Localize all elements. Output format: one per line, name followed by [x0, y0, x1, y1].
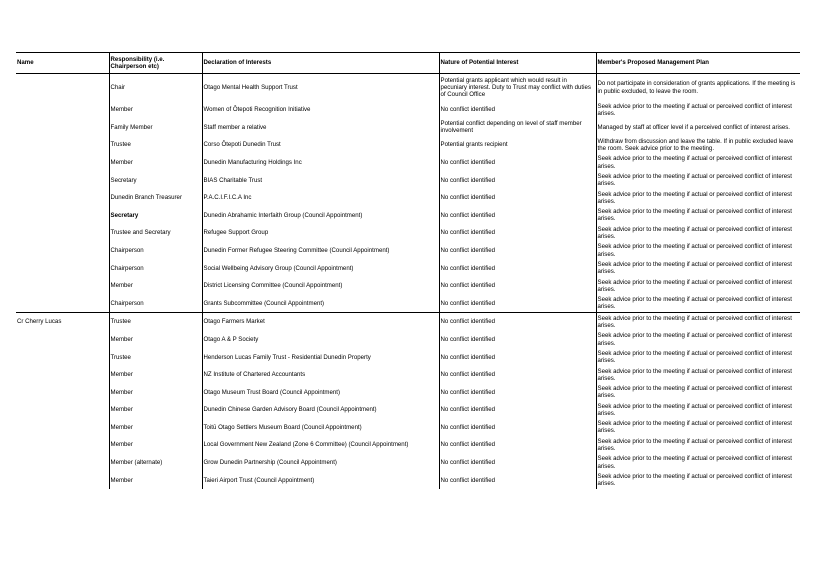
cell-responsibility: Member: [109, 436, 202, 454]
cell-declaration: Otago A & P Society: [202, 331, 439, 349]
cell-name: [16, 366, 109, 384]
cell-responsibility: Trustee: [109, 313, 202, 331]
cell-responsibility: Member: [109, 277, 202, 295]
cell-declaration: Dunedin Chinese Garden Advisory Board (Council Appointment): [202, 401, 439, 419]
interests-register: [16, 52, 800, 489]
table-row: [16, 242, 800, 260]
table-row: [16, 207, 800, 225]
cell-name: [16, 348, 109, 366]
cell-management-plan: Seek advice prior to the meeting if actual or perceived conflict of interest arises.: [596, 189, 800, 207]
header-name: Name: [16, 53, 109, 74]
cell-name: [16, 242, 109, 260]
table-row: [16, 189, 800, 207]
table-row: [16, 224, 800, 242]
table-row: [16, 436, 800, 454]
header-management-plan: Member's Proposed Management Plan: [596, 53, 800, 74]
cell-management-plan: Seek advice prior to the meeting if actual or perceived conflict of interest arises.: [596, 101, 800, 119]
cell-name: [16, 384, 109, 402]
cell-name: [16, 295, 109, 313]
cell-management-plan: Seek advice prior to the meeting if actual or perceived conflict of interest arises.: [596, 154, 800, 172]
cell-declaration: Dunedin Abrahamic Interfaith Group (Council Appointment): [202, 207, 439, 225]
interests-table: [16, 52, 800, 489]
cell-declaration: Otago Museum Trust Board (Council Appointment): [202, 384, 439, 402]
cell-declaration: District Licensing Committee (Council Appointment): [202, 277, 439, 295]
cell-declaration: Women of Ōtepoti Recognition Initiative: [202, 101, 439, 119]
cell-name: [16, 419, 109, 437]
cell-name: [16, 471, 109, 489]
cell-nature: No conflict identified: [439, 384, 596, 402]
cell-responsibility: Chair: [109, 74, 202, 102]
cell-nature: No conflict identified: [439, 277, 596, 295]
cell-name: [16, 101, 109, 119]
cell-nature: No conflict identified: [439, 295, 596, 313]
cell-declaration: Dunedin Former Refugee Steering Committee (Council Appointment): [202, 242, 439, 260]
cell-name: [16, 74, 109, 102]
header-responsibility: Responsibility (i.e. Chairperson etc): [109, 53, 202, 74]
cell-name: [16, 331, 109, 349]
cell-responsibility: Secretary: [109, 207, 202, 225]
cell-nature: Potential conflict depending on level of staff member involvement: [439, 119, 596, 137]
cell-name: [16, 277, 109, 295]
cell-responsibility: Member: [109, 419, 202, 437]
cell-nature: No conflict identified: [439, 419, 596, 437]
table-row: [16, 101, 800, 119]
cell-management-plan: Seek advice prior to the meeting if actual or perceived conflict of interest arises.: [596, 259, 800, 277]
cell-responsibility: Member: [109, 471, 202, 489]
cell-name: [16, 224, 109, 242]
table-row: [16, 171, 800, 189]
table-row: [16, 331, 800, 349]
cell-management-plan: Seek advice prior to the meeting if actual or perceived conflict of interest arises.: [596, 454, 800, 472]
cell-declaration: Henderson Lucas Family Trust - Residential Dunedin Property: [202, 348, 439, 366]
cell-nature: No conflict identified: [439, 101, 596, 119]
cell-management-plan: Do not participate in consideration of grants applications. If the meeting is in public excluded, to leave the room.: [596, 74, 800, 102]
cell-name: [16, 171, 109, 189]
cell-nature: No conflict identified: [439, 154, 596, 172]
table-row: [16, 384, 800, 402]
cell-responsibility: Member: [109, 401, 202, 419]
cell-responsibility: Trustee: [109, 136, 202, 154]
cell-name: [16, 154, 109, 172]
cell-responsibility: Member: [109, 331, 202, 349]
cell-name: [16, 189, 109, 207]
cell-nature: No conflict identified: [439, 471, 596, 489]
table-row: [16, 277, 800, 295]
cell-declaration: Toitū Otago Settlers Museum Board (Council Appointment): [202, 419, 439, 437]
table-row: [16, 154, 800, 172]
cell-management-plan: Seek advice prior to the meeting if actual or perceived conflict of interest arises.: [596, 348, 800, 366]
cell-name: [16, 454, 109, 472]
cell-declaration: Refugee Support Group: [202, 224, 439, 242]
cell-responsibility: Dunedin Branch Treasurer: [109, 189, 202, 207]
table-row: [16, 295, 800, 313]
cell-management-plan: Seek advice prior to the meeting if actual or perceived conflict of interest arises.: [596, 401, 800, 419]
cell-management-plan: Seek advice prior to the meeting if actual or perceived conflict of interest arises.: [596, 384, 800, 402]
cell-nature: No conflict identified: [439, 348, 596, 366]
cell-management-plan: Seek advice prior to the meeting if actual or perceived conflict of interest arises.: [596, 171, 800, 189]
cell-responsibility: Member: [109, 101, 202, 119]
cell-management-plan: Seek advice prior to the meeting if actual or perceived conflict of interest arises.: [596, 207, 800, 225]
cell-management-plan: Seek advice prior to the meeting if actual or perceived conflict of interest arises.: [596, 331, 800, 349]
cell-responsibility: Secretary: [109, 171, 202, 189]
header-nature: Nature of Potential Interest: [439, 53, 596, 74]
cell-nature: No conflict identified: [439, 454, 596, 472]
cell-responsibility: Member (alternate): [109, 454, 202, 472]
cell-declaration: Grants Subcommittee (Council Appointment): [202, 295, 439, 313]
cell-management-plan: Seek advice prior to the meeting if actual or perceived conflict of interest arises.: [596, 313, 800, 331]
table-row: [16, 348, 800, 366]
table-row: [16, 419, 800, 437]
cell-nature: No conflict identified: [439, 436, 596, 454]
cell-nature: No conflict identified: [439, 224, 596, 242]
cell-responsibility: Trustee and Secretary: [109, 224, 202, 242]
cell-declaration: Staff member a relative: [202, 119, 439, 137]
cell-management-plan: Seek advice prior to the meeting if actual or perceived conflict of interest arises.: [596, 366, 800, 384]
cell-nature: No conflict identified: [439, 207, 596, 225]
cell-name: [16, 136, 109, 154]
table-row: [16, 471, 800, 489]
table-row: [16, 366, 800, 384]
cell-responsibility: Member: [109, 384, 202, 402]
table-row: [16, 119, 800, 137]
cell-nature: No conflict identified: [439, 331, 596, 349]
cell-name: Cr Cherry Lucas: [16, 313, 109, 331]
cell-nature: No conflict identified: [439, 171, 596, 189]
cell-responsibility: Chairperson: [109, 242, 202, 260]
cell-management-plan: Seek advice prior to the meeting if actual or perceived conflict of interest arises.: [596, 277, 800, 295]
cell-management-plan: Managed by staff at officer level if a perceived conflict of interest arises.: [596, 119, 800, 137]
cell-declaration: Grow Dunedin Partnership (Council Appointment): [202, 454, 439, 472]
cell-declaration: Local Government New Zealand (Zone 6 Committee) (Council Appointment): [202, 436, 439, 454]
header-declaration: Declaration of Interests: [202, 53, 439, 74]
table-body: [16, 74, 800, 490]
cell-declaration: Taieri Airport Trust (Council Appointment): [202, 471, 439, 489]
cell-management-plan: Seek advice prior to the meeting if actual or perceived conflict of interest arises.: [596, 224, 800, 242]
header-row: [16, 53, 800, 74]
cell-name: [16, 259, 109, 277]
cell-declaration: Corso Ōtepoti Dunedin Trust: [202, 136, 439, 154]
cell-declaration: NZ Institute of Chartered Accountants: [202, 366, 439, 384]
table-row: [16, 259, 800, 277]
cell-declaration: Dunedin Manufacturing Holdings Inc: [202, 154, 439, 172]
cell-responsibility: Family Member: [109, 119, 202, 137]
table-row: [16, 136, 800, 154]
cell-nature: No conflict identified: [439, 259, 596, 277]
cell-responsibility: Chairperson: [109, 259, 202, 277]
cell-name: [16, 436, 109, 454]
cell-management-plan: Seek advice prior to the meeting if actual or perceived conflict of interest arises.: [596, 419, 800, 437]
cell-responsibility: Chairperson: [109, 295, 202, 313]
cell-management-plan: Withdraw from discussion and leave the table. If in public excluded leave the room. Seek advice prior to the meeting.: [596, 136, 800, 154]
table-row: [16, 74, 800, 102]
cell-management-plan: Seek advice prior to the meeting if actual or perceived conflict of interest arises.: [596, 471, 800, 489]
table-row: [16, 401, 800, 419]
cell-nature: No conflict identified: [439, 401, 596, 419]
cell-nature: Potential grants applicant which would result in pecuniary interest. Duty to Trust may conflict with duties of Council Office: [439, 74, 596, 102]
cell-management-plan: Seek advice prior to the meeting if actual or perceived conflict of interest arises.: [596, 242, 800, 260]
cell-name: [16, 207, 109, 225]
cell-nature: No conflict identified: [439, 189, 596, 207]
cell-declaration: BIAS Charitable Trust: [202, 171, 439, 189]
cell-responsibility: Member: [109, 154, 202, 172]
cell-responsibility: Member: [109, 366, 202, 384]
cell-declaration: Otago Farmers Market: [202, 313, 439, 331]
cell-declaration: Otago Mental Health Support Trust: [202, 74, 439, 102]
cell-name: [16, 119, 109, 137]
cell-responsibility: Trustee: [109, 348, 202, 366]
cell-management-plan: Seek advice prior to the meeting if actual or perceived conflict of interest arises.: [596, 295, 800, 313]
cell-nature: Potential grants recipient: [439, 136, 596, 154]
table-row: [16, 454, 800, 472]
cell-name: [16, 401, 109, 419]
cell-declaration: P.A.C.I.F.I.C.A Inc: [202, 189, 439, 207]
cell-management-plan: Seek advice prior to the meeting if actual or perceived conflict of interest arises.: [596, 436, 800, 454]
cell-nature: No conflict identified: [439, 366, 596, 384]
cell-nature: No conflict identified: [439, 313, 596, 331]
table-row: [16, 313, 800, 331]
cell-declaration: Social Wellbeing Advisory Group (Council Appointment): [202, 259, 439, 277]
cell-nature: No conflict identified: [439, 242, 596, 260]
